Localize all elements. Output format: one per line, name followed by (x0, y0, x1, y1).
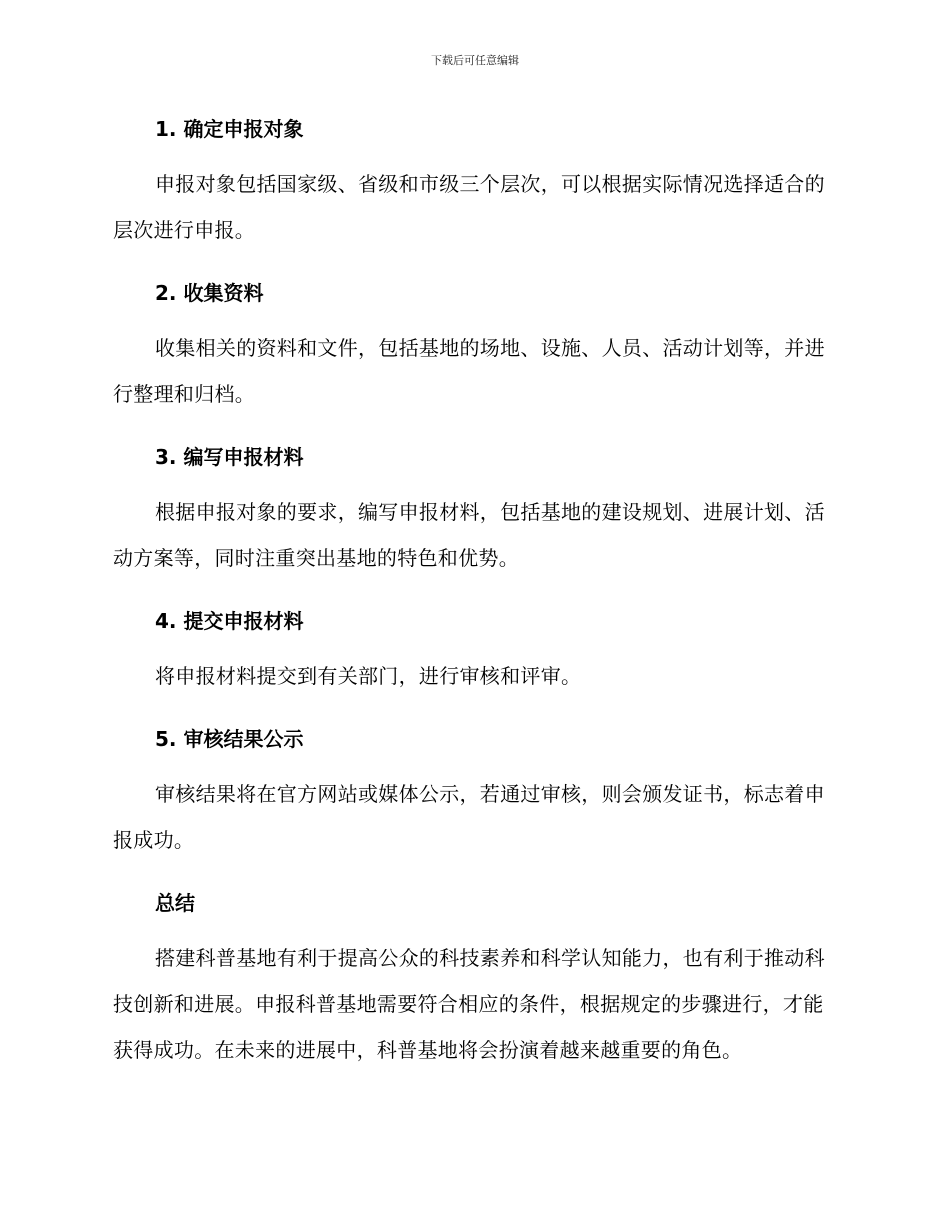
section-paragraph: 申报对象包括国家级、省级和市级三个层次，可以根据实际情况选择适合的层次进行申报。 (113, 172, 825, 242)
section-heading: 5. 审核结果公示 (155, 727, 304, 751)
section-paragraph: 审核结果将在官方网站或媒体公示，若通过审核，则会颁发证书，标志着申报成功。 (113, 782, 825, 852)
section-submit-materials (113, 603, 838, 699)
section-heading: 4. 提交申报材料 (155, 609, 304, 633)
section-summary (113, 885, 838, 1073)
section-heading: 3. 编写申报材料 (155, 445, 304, 469)
section-paragraph: 根据申报对象的要求，编写申报材料，包括基地的建设规划、进展计划、活动方案等，同时注重突出基地的特色和优势。 (113, 500, 825, 570)
section-review-results (113, 721, 838, 863)
page-header-note: 下载后可任意编辑 (431, 54, 519, 67)
document-body (113, 111, 838, 1073)
section-paragraph: 将申报材料提交到有关部门，进行审核和评审。 (155, 664, 582, 688)
section-heading: 总结 (155, 891, 195, 915)
section-determine-target (113, 111, 838, 253)
section-collect-materials (113, 275, 838, 417)
section-paragraph: 收集相关的资料和文件，包括基地的场地、设施、人员、活动计划等，并进行整理和归档。 (113, 336, 825, 406)
section-heading: 2. 收集资料 (155, 281, 264, 305)
section-heading: 1. 确定申报对象 (155, 117, 304, 141)
section-paragraph: 搭建科普基地有利于提高公众的科技素养和科学认知能力，也有利于推动科技创新和进展。申报科普基地需要符合相应的条件，根据规定的步骤进行，才能获得成功。在未来的进展中，科普基地将会扮演着越来越重要的角色。 (113, 946, 825, 1062)
section-write-materials (113, 439, 838, 581)
